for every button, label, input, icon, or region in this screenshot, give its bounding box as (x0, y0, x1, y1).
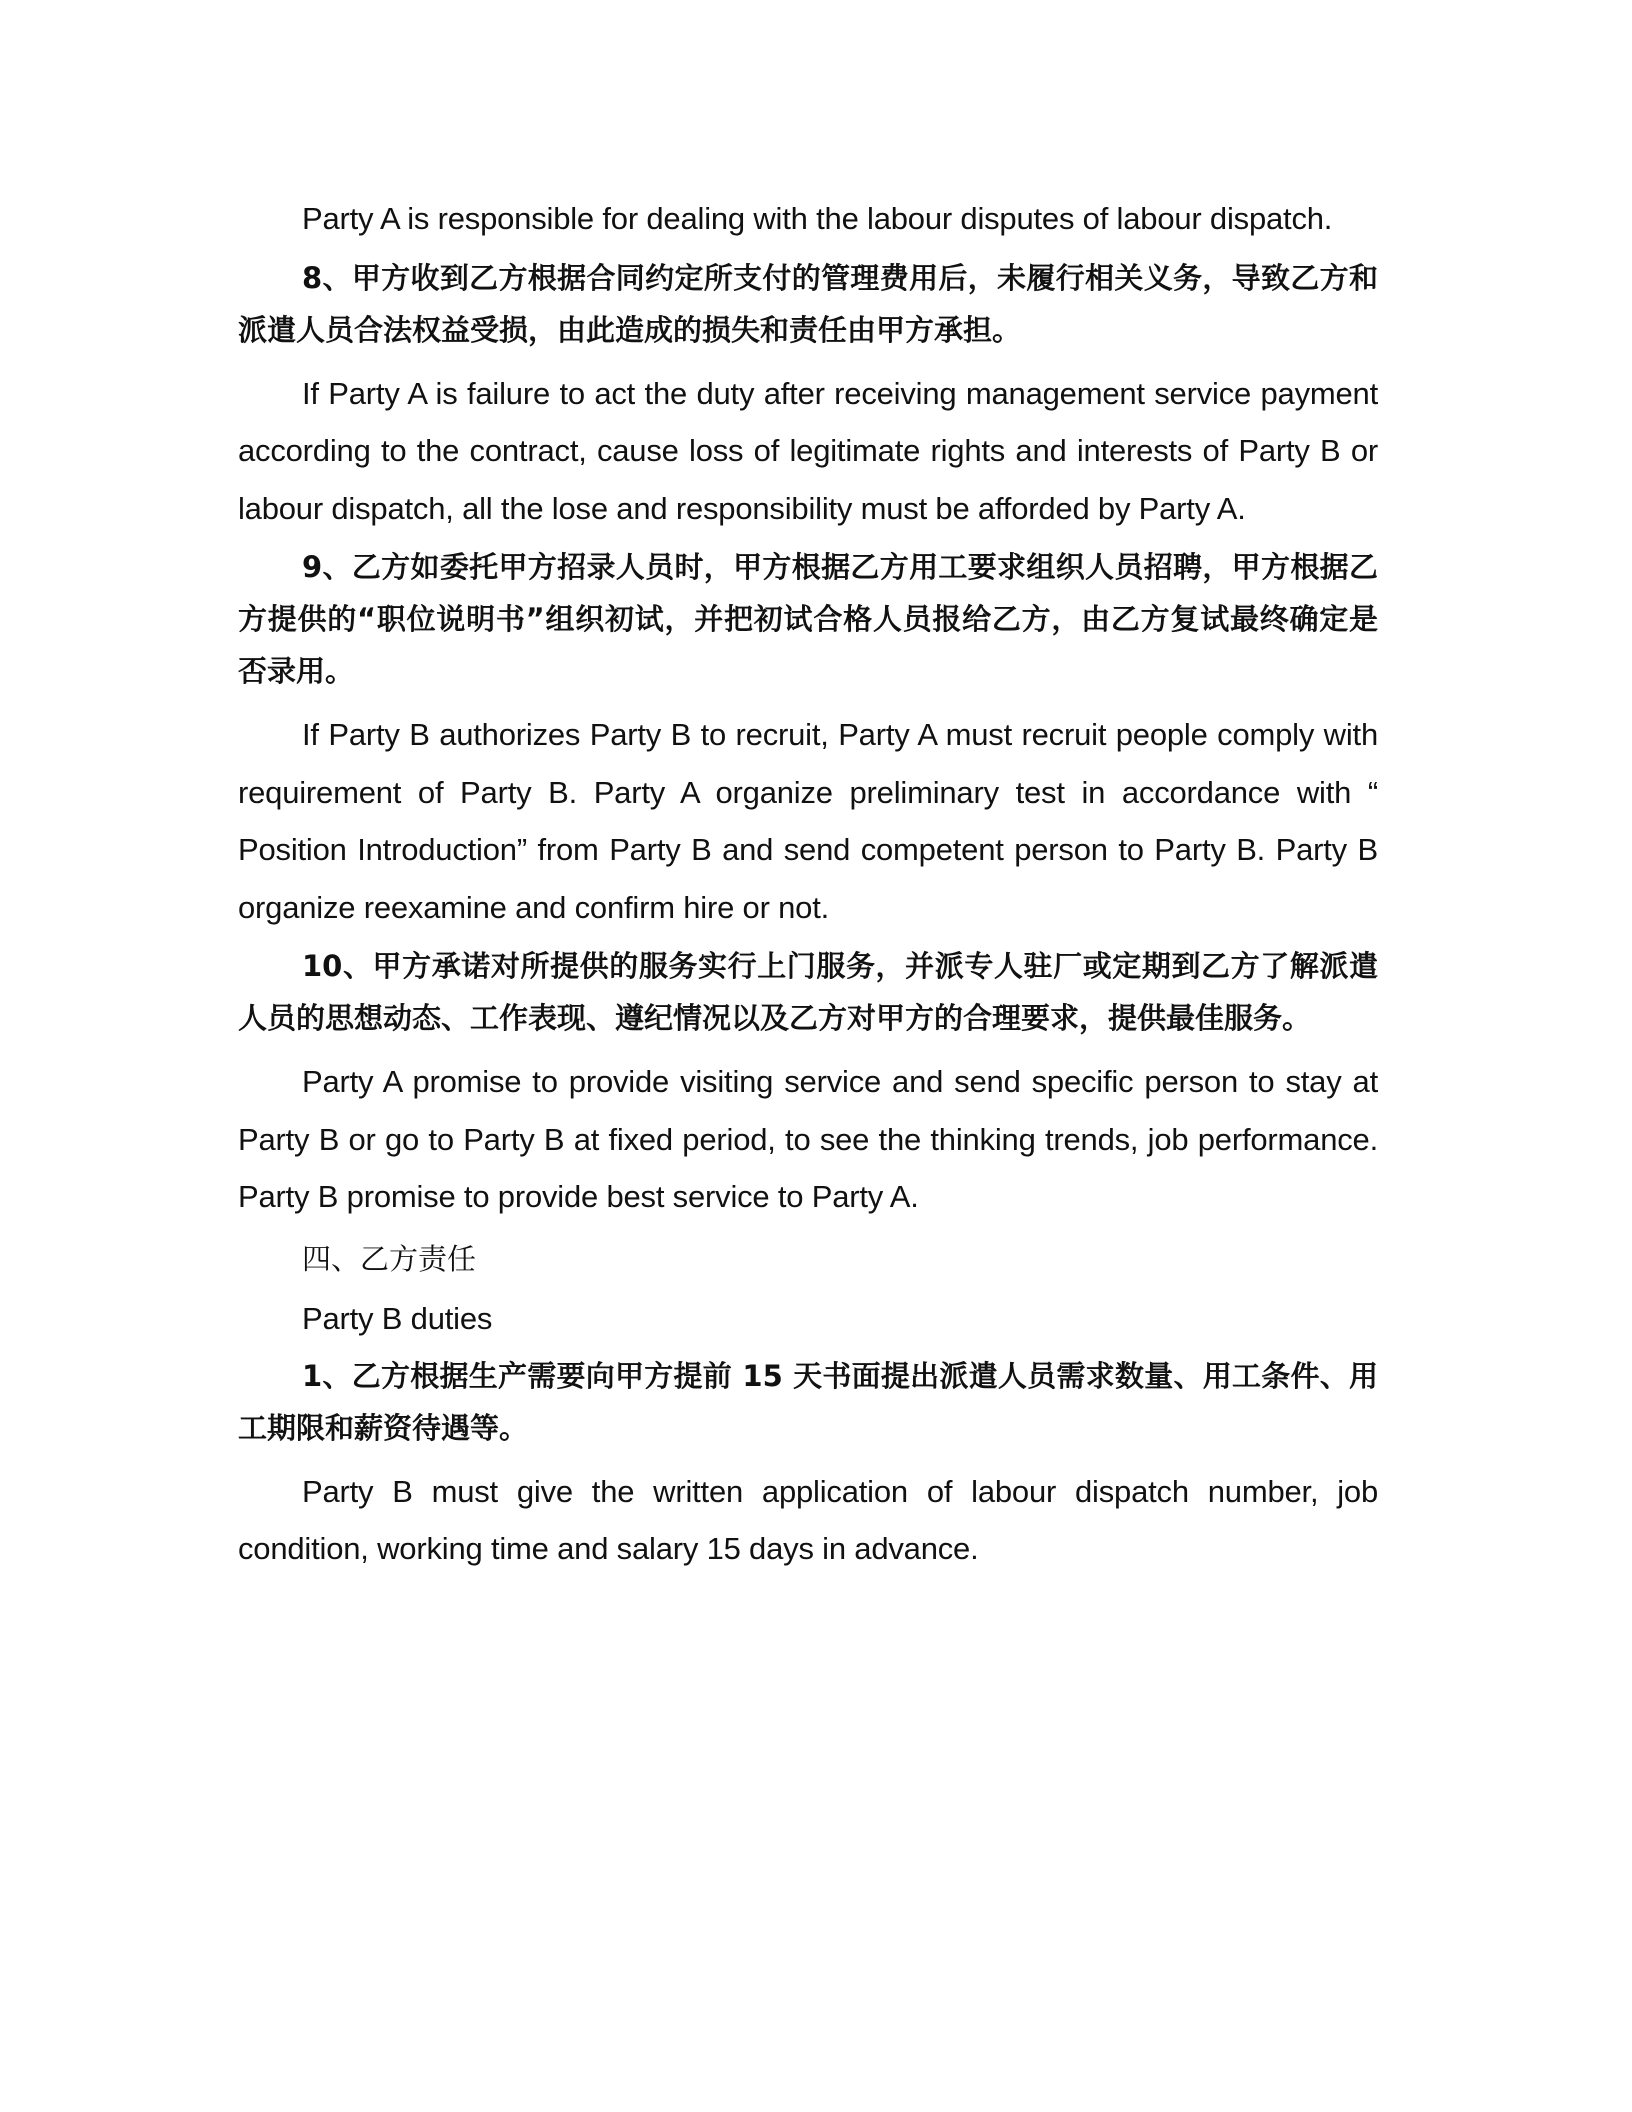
document-page (238, 190, 1378, 1582)
paragraph-en-item-9: If Party B authorizes Party B to recruit, Party A must recruit people comply with requirement of Party B. Party A organize preliminary test in accordance with “ Position Introduction” from Party B and send competent person to Party B. Party B organize reexamine and confirm hire or not. (238, 717, 1378, 925)
section-heading-zh: 四、乙方责任 (302, 1241, 477, 1276)
paragraph-zh-item-8: 8、甲方收到乙方根据合同约定所支付的管理费用后，未履行相关义务，导致乙方和派遣人员合法权益受损，由此造成的损失和责任由甲方承担。 (238, 260, 1378, 347)
paragraph-zh-item-10: 10、甲方承诺对所提供的服务实行上门服务，并派专人驻厂或定期到乙方了解派遣人员的思想动态、工作表现、遵纪情况以及乙方对甲方的合理要求，提供最佳服务。 (238, 949, 1378, 1035)
paragraph-en-partyb-item-1: Party B must give the written application of labour dispatch number, job condition, working time and salary 15 days in advance. (238, 1473, 1378, 1566)
paragraph-en-item-8: If Party A is failure to act the duty after receiving management service payment according to the contract, cause loss of legitimate rights and interests of Party B or labour dispatch, all the lose and responsibility must be afforded by Party A. (238, 375, 1378, 526)
paragraph-zh-item-9: 9、乙方如委托甲方招录人员时，甲方根据乙方用工要求组织人员招聘，甲方根据乙方提供的“职位说明书”组织初试，并把初试合格人员报给乙方，由乙方复试最终确定是否录用。 (238, 550, 1378, 688)
section-heading-en: Party B duties (302, 1300, 493, 1336)
paragraph-zh-partyb-item-1: 1、乙方根据生产需要向甲方提前 15 天书面提出派遣人员需求数量、用工条件、用工期限和薪资待遇等。 (238, 1358, 1378, 1445)
paragraph-en-item-10: Party A promise to provide visiting service and send specific person to stay at Party B or go to Party B at fixed period, to see the thinking trends, job performance. Party B promise to provide best service to Party A. (238, 1064, 1378, 1214)
paragraph-en-dispute: Party A is responsible for dealing with the labour disputes of labour dispatch. (302, 201, 1333, 236)
